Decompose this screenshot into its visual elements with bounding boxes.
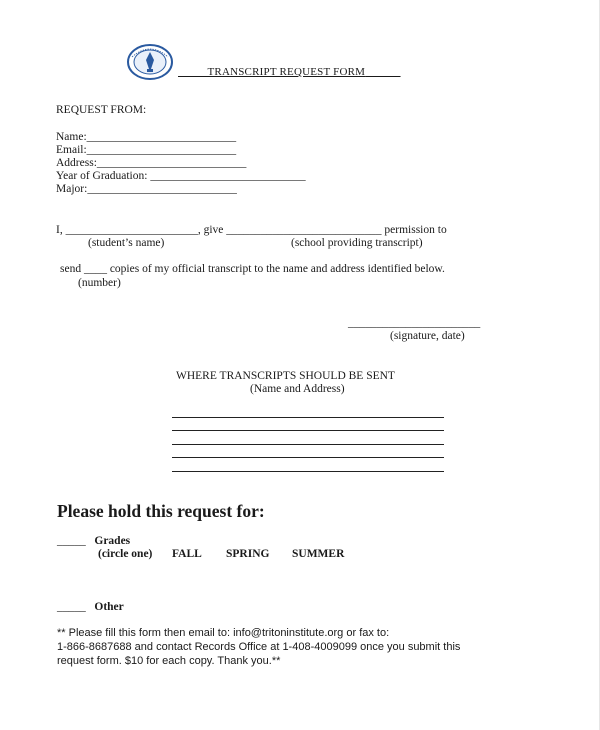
- student-name-caption: (student’s name): [88, 237, 165, 249]
- option-summer[interactable]: SUMMER: [292, 548, 345, 560]
- option-fall[interactable]: FALL: [172, 548, 202, 560]
- footer-line-2: 1-866-8687688 and contact Records Office at 1-408-4009099 once you submit this: [57, 641, 461, 653]
- major-field[interactable]: [56, 182, 237, 196]
- destination-heading: WHERE TRANSCRIPTS SHOULD BE SENT: [176, 370, 395, 382]
- permission-prefix: I,: [56, 224, 63, 236]
- other-option[interactable]: [57, 600, 124, 614]
- footer-line-1: ** Please fill this form then email to: info@tritoninstitute.org or fax to:: [57, 627, 390, 639]
- school-blank[interactable]: ___________________________: [226, 224, 382, 236]
- email-label: Email:: [56, 144, 87, 156]
- permission-give: , give: [197, 224, 224, 236]
- graduation-year-field[interactable]: [56, 169, 306, 183]
- destination-line-5[interactable]: [172, 471, 444, 472]
- signature-line[interactable]: _______________________: [348, 317, 481, 329]
- grades-label: Grades: [94, 535, 131, 547]
- other-blank[interactable]: _____: [57, 601, 86, 613]
- graduation-year-line[interactable]: ___________________________: [150, 170, 306, 182]
- form-title-text: TRANSCRIPT REQUEST FORM: [207, 66, 366, 78]
- option-spring[interactable]: SPRING: [226, 548, 270, 560]
- school-caption: (school providing transcript): [291, 237, 423, 249]
- form-title: [178, 65, 401, 79]
- email-line[interactable]: __________________________: [86, 144, 237, 156]
- name-label: Name:: [56, 131, 87, 143]
- graduation-year-label: Year of Graduation:: [56, 170, 148, 182]
- name-line[interactable]: __________________________: [86, 131, 237, 143]
- institute-seal-logo: [126, 43, 174, 81]
- major-label: Major:: [56, 183, 88, 195]
- destination-line-1[interactable]: [172, 417, 444, 418]
- destination-subheading: (Name and Address): [250, 383, 345, 395]
- email-field[interactable]: [56, 143, 236, 157]
- grades-option[interactable]: [57, 534, 130, 548]
- permission-suffix: permission to: [384, 224, 447, 236]
- footer-line-3: request form. $10 for each copy. Thank you.**: [57, 655, 281, 667]
- address-label: Address:: [56, 157, 97, 169]
- permission-sentence: [56, 223, 447, 237]
- signature-caption: (signature, date): [390, 330, 465, 342]
- hold-heading: Please hold this request for:: [57, 501, 265, 521]
- address-field[interactable]: [56, 156, 246, 170]
- copies-sentence: send ____ copies of my official transcript to the name and address identified below.: [60, 263, 445, 275]
- address-line[interactable]: __________________________: [96, 157, 247, 169]
- major-line[interactable]: __________________________: [87, 183, 237, 195]
- other-label: Other: [94, 601, 124, 613]
- name-field[interactable]: [56, 130, 236, 144]
- grades-blank[interactable]: _____: [57, 535, 86, 547]
- number-caption: (number): [78, 277, 121, 289]
- student-name-blank[interactable]: _______________________: [65, 224, 198, 236]
- circle-one-label: (circle one): [98, 548, 153, 560]
- request-from-heading: REQUEST FROM:: [56, 104, 147, 116]
- destination-line-4[interactable]: [172, 457, 444, 458]
- destination-line-2[interactable]: [172, 430, 444, 431]
- destination-line-3[interactable]: [172, 444, 444, 445]
